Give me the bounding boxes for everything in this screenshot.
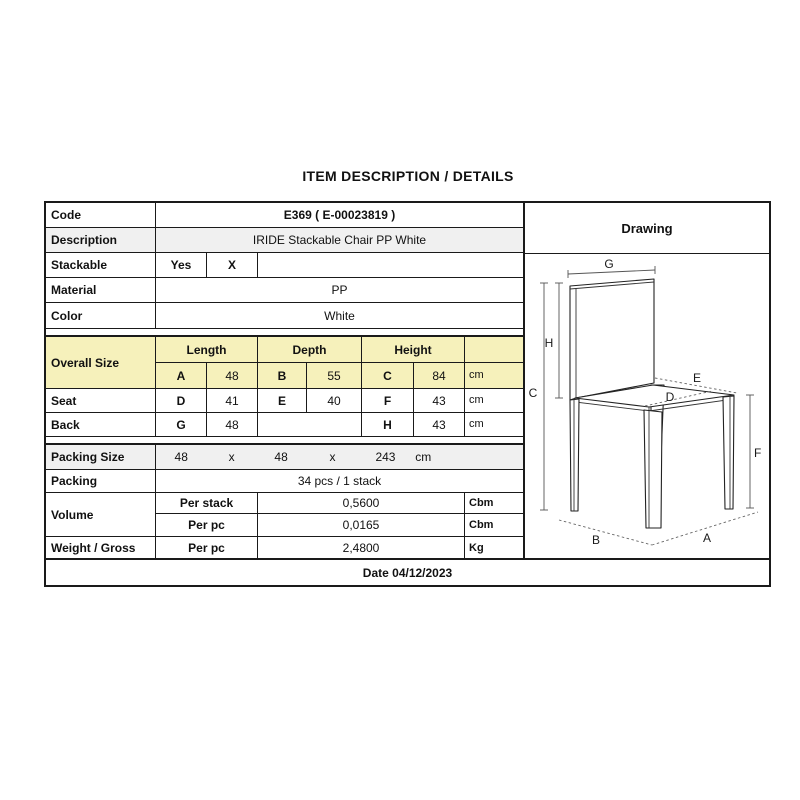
volume-per-stack-row <box>156 493 523 514</box>
packing-size-x2: x <box>329 450 336 464</box>
dimension-line-c <box>540 283 548 510</box>
drawing-section <box>523 203 769 558</box>
overall-length-key: A <box>156 363 207 388</box>
back-length-value: 48 <box>207 413 258 436</box>
header-length: Length <box>156 337 258 362</box>
chair-drawing <box>525 254 769 558</box>
back-empty-cell <box>258 413 362 436</box>
overall-size-header-row <box>156 337 523 363</box>
weight-unit: Kg <box>469 541 484 554</box>
header-height: Height <box>362 337 465 362</box>
color-value: White <box>324 308 355 323</box>
row-packing <box>46 470 523 493</box>
seat-height-key: F <box>362 389 414 412</box>
description-value: IRIDE Stackable Chair PP White <box>252 233 427 247</box>
overall-size-values-row <box>156 363 523 389</box>
volume-per-stack-unit: Cbm <box>469 496 494 509</box>
spacer-row <box>46 437 523 445</box>
dim-label-c: C <box>528 386 538 400</box>
header-depth: Depth <box>258 337 362 362</box>
dim-label-d: D <box>665 390 675 404</box>
back-unit: cm <box>469 418 484 430</box>
seat-depth-value: 40 <box>307 389 362 412</box>
volume-per-pc-row <box>156 514 523 536</box>
seat-length-key: D <box>156 389 207 412</box>
volume-block <box>46 493 523 537</box>
volume-per-pc-value: 0,0165 <box>258 514 465 536</box>
packing-size-unit: cm <box>415 450 432 464</box>
packing-label: Packing <box>46 470 156 492</box>
weight-per-pc-value: 2,4800 <box>258 537 465 559</box>
volume-per-stack-label: Per stack <box>156 493 258 513</box>
chair-left-leg <box>570 399 579 511</box>
stackable-mark: X <box>207 253 258 277</box>
spacer-row <box>46 329 523 337</box>
chair-backrest <box>570 279 654 400</box>
packing-size-dim3: 243 <box>375 450 396 464</box>
stackable-option: Yes <box>156 253 207 277</box>
row-material <box>46 278 523 303</box>
packing-size-x1: x <box>228 450 235 464</box>
code-value: E369 ( E-00023819 ) <box>283 208 396 222</box>
volume-per-pc-label: Per pc <box>156 514 258 536</box>
details-left-section <box>46 203 523 559</box>
overall-depth-key: B <box>258 363 307 388</box>
overall-length-value: 48 <box>207 363 258 388</box>
packing-size-dim2: 48 <box>274 450 288 464</box>
dim-label-f: F <box>754 446 762 460</box>
packing-size-label: Packing Size <box>46 445 156 469</box>
chair-right-leg <box>723 396 734 509</box>
material-value: PP <box>331 283 348 297</box>
page-title: ITEM DESCRIPTION / DETAILS <box>302 168 514 184</box>
chair-front-leg <box>644 410 662 528</box>
seat-depth-key: E <box>258 389 307 412</box>
volume-per-stack-value: 0,5600 <box>258 493 465 513</box>
drawing-area <box>525 254 769 558</box>
row-code <box>46 203 523 228</box>
seat-label: Seat <box>46 389 156 412</box>
dim-label-b: B <box>591 533 601 547</box>
dim-label-a: A <box>702 531 712 545</box>
volume-per-pc-unit: Cbm <box>469 518 494 531</box>
dimension-line-f <box>746 395 754 508</box>
material-label: Material <box>46 278 156 302</box>
stackable-empty-cell <box>258 253 523 277</box>
row-packing-size <box>46 445 523 470</box>
overall-depth-value: 55 <box>307 363 362 388</box>
overall-unit: cm <box>469 369 484 381</box>
row-weight-gross <box>46 537 523 559</box>
row-color <box>46 303 523 329</box>
row-description <box>46 228 523 253</box>
packing-value: 34 pcs / 1 stack <box>297 474 382 488</box>
dimension-line-h <box>555 283 563 398</box>
stackable-label: Stackable <box>46 253 156 277</box>
overall-height-key: C <box>362 363 414 388</box>
dim-label-h: H <box>544 336 554 350</box>
back-height-value: 43 <box>414 413 465 436</box>
back-label: Back <box>46 413 156 436</box>
header-empty-cell <box>465 337 523 362</box>
overall-size-block <box>46 337 523 389</box>
row-stackable <box>46 253 523 278</box>
back-height-key: H <box>362 413 414 436</box>
overall-height-value: 84 <box>414 363 465 388</box>
weight-gross-label: Weight / Gross <box>46 537 156 559</box>
seat-unit: cm <box>469 394 484 406</box>
description-label: Description <box>46 228 156 252</box>
packing-size-value <box>156 445 523 469</box>
dimension-line-b <box>559 520 652 545</box>
dim-label-g: G <box>604 257 614 271</box>
code-label: Code <box>46 203 156 227</box>
row-seat <box>46 389 523 413</box>
color-label: Color <box>46 303 156 328</box>
overall-size-label: Overall Size <box>46 337 156 389</box>
row-date <box>46 558 769 585</box>
weight-per-pc-label: Per pc <box>156 537 258 559</box>
packing-size-dim1: 48 <box>174 450 188 464</box>
date-value: Date 04/12/2023 <box>362 565 453 580</box>
volume-label: Volume <box>46 493 156 536</box>
dim-label-e: E <box>692 371 702 385</box>
row-back <box>46 413 523 437</box>
item-details-table <box>44 201 771 587</box>
drawing-header: Drawing <box>525 203 769 254</box>
back-length-key: G <box>156 413 207 436</box>
seat-height-value: 43 <box>414 389 465 412</box>
seat-length-value: 41 <box>207 389 258 412</box>
